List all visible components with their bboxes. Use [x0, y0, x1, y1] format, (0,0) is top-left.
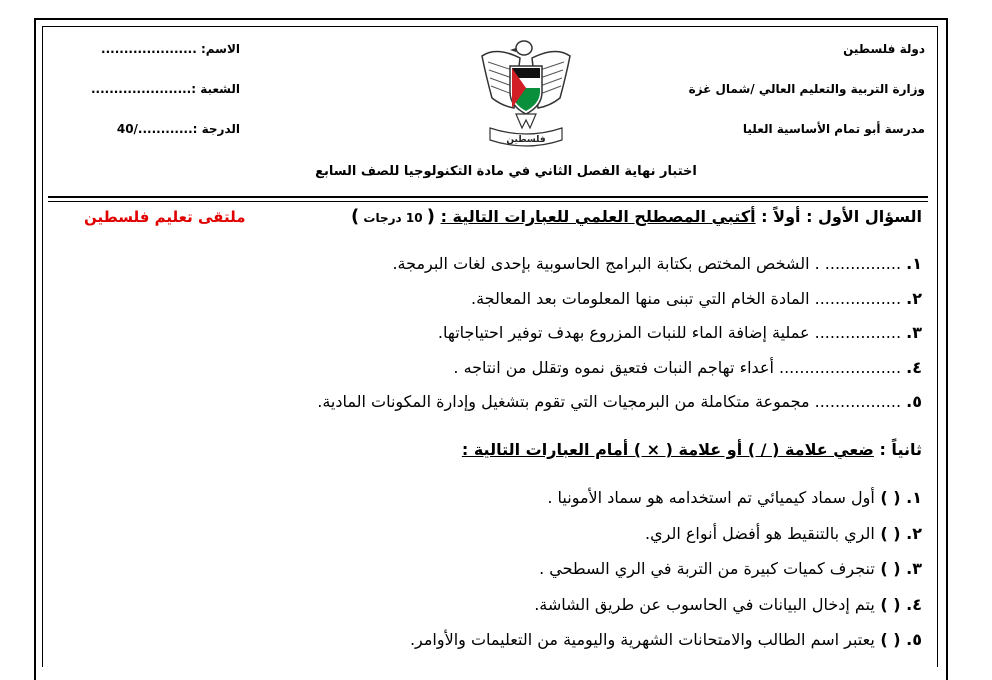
question1-list	[122, 254, 922, 427]
item-text: المادة الخام التي تبنى منها المعلومات بعد المعالجة.	[470, 288, 810, 308]
answer-box[interactable]: ( )	[874, 559, 907, 578]
item-number: ٣.	[906, 559, 922, 578]
item-number: ٤.	[906, 357, 922, 377]
question1-title	[351, 206, 922, 227]
item-number: ٥.	[906, 630, 922, 649]
question2-list	[122, 488, 922, 666]
answer-box[interactable]: ( )	[874, 523, 907, 543]
item-text: يتم إدخال البيانات في الحاسوب عن طريق الشاشة.	[534, 594, 875, 614]
question2-title-prefix: ثانياً :	[873, 440, 922, 459]
school-name: مدرسة أبو تمام الأساسية العليا	[742, 122, 925, 136]
question1-item	[122, 323, 922, 358]
item-number: ٢.	[906, 523, 922, 543]
item-text: أعداء تهاجم النبات فتعيق نموه وتقلل من انتاجه .	[453, 357, 774, 377]
item-number: ١.	[906, 254, 922, 273]
answer-blank[interactable]: .................	[809, 323, 907, 342]
ministry-name: وزارة التربية والتعليم العالي /شمال غزة	[688, 82, 925, 96]
question1-item	[122, 392, 922, 427]
question1-title-underlined: أكتبي المصطلح العلمي للعبارات التالية :	[440, 207, 756, 226]
state-name: دولة فلسطين	[843, 42, 925, 56]
question2-item	[122, 488, 922, 524]
item-text: عملية إضافة الماء للنبات المزروع بهدف توفير احتياجاتها.	[437, 323, 810, 342]
section-field[interactable]: الشعبة :......................	[90, 82, 240, 96]
question2-item	[122, 630, 922, 666]
item-text: تنجرف كميات كبيرة من التربة في الري السطحي .	[539, 559, 875, 578]
question2-title	[462, 440, 922, 459]
question2-item	[122, 559, 922, 595]
student-name-field[interactable]: الاسم: .....................	[101, 42, 240, 56]
answer-blank[interactable]: ........................	[773, 357, 907, 377]
item-text: أول سماد كيميائي تم استخدامه هو سماد الأمونيا .	[547, 488, 875, 507]
item-text: مجموعة متكاملة من البرمجيات التي تقوم بتشغيل وإدارة المكونات المادية.	[317, 392, 810, 411]
answer-box[interactable]: ( )	[874, 630, 907, 649]
title-rule-thin	[48, 201, 928, 202]
title-rule-thick	[48, 196, 928, 198]
header-right-block	[689, 42, 925, 162]
item-number: ٣.	[906, 323, 922, 342]
item-number: ٢.	[906, 288, 922, 308]
question2-title-underlined: ضعي علامة ( / ) أو علامة ( × ) أمام العبارات التالية :	[461, 440, 874, 459]
answer-box[interactable]: ( )	[874, 594, 907, 614]
palestine-emblem-icon	[476, 36, 576, 152]
answer-blank[interactable]: .................	[809, 392, 907, 411]
brand-label: ملتقى تعليم فلسطين	[84, 208, 246, 226]
question2-item	[122, 524, 922, 560]
question2-item	[122, 595, 922, 631]
answer-box[interactable]: ( )	[874, 488, 907, 507]
header-left-block	[90, 42, 240, 162]
question1-title-prefix: السؤال الأول : أولاً :	[755, 207, 922, 226]
answer-blank[interactable]: .................	[809, 288, 907, 308]
item-text: يعتبر اسم الطالب والامتحانات الشهرية واليومية من التعليمات والأوامر.	[409, 630, 875, 649]
question1-marks: 10 درجات	[359, 211, 427, 225]
item-number: ٤.	[906, 594, 922, 614]
question1-item	[122, 254, 922, 289]
emblem-banner-text: فلسطين	[506, 135, 546, 145]
exam-title: اختبار نهاية الفصل الثاني في مادة التكنولوجيا للصف السابع	[315, 164, 697, 179]
question1-item	[122, 358, 922, 393]
grade-field[interactable]: الدرجة :............/40	[116, 122, 240, 136]
item-text: الري بالتنقيط هو أفضل أنواع الري.	[645, 523, 875, 543]
item-text: . الشخص المختص بكتابة البرامج الحاسوبية بإحدى لغات البرمجة.	[392, 254, 820, 273]
item-number: ١.	[906, 488, 922, 507]
item-number: ٥.	[906, 392, 922, 411]
marks-paren-close: )	[350, 206, 360, 227]
marks-paren-open: (	[426, 206, 435, 227]
question1-item	[122, 289, 922, 324]
answer-blank[interactable]: ...............	[819, 254, 907, 273]
